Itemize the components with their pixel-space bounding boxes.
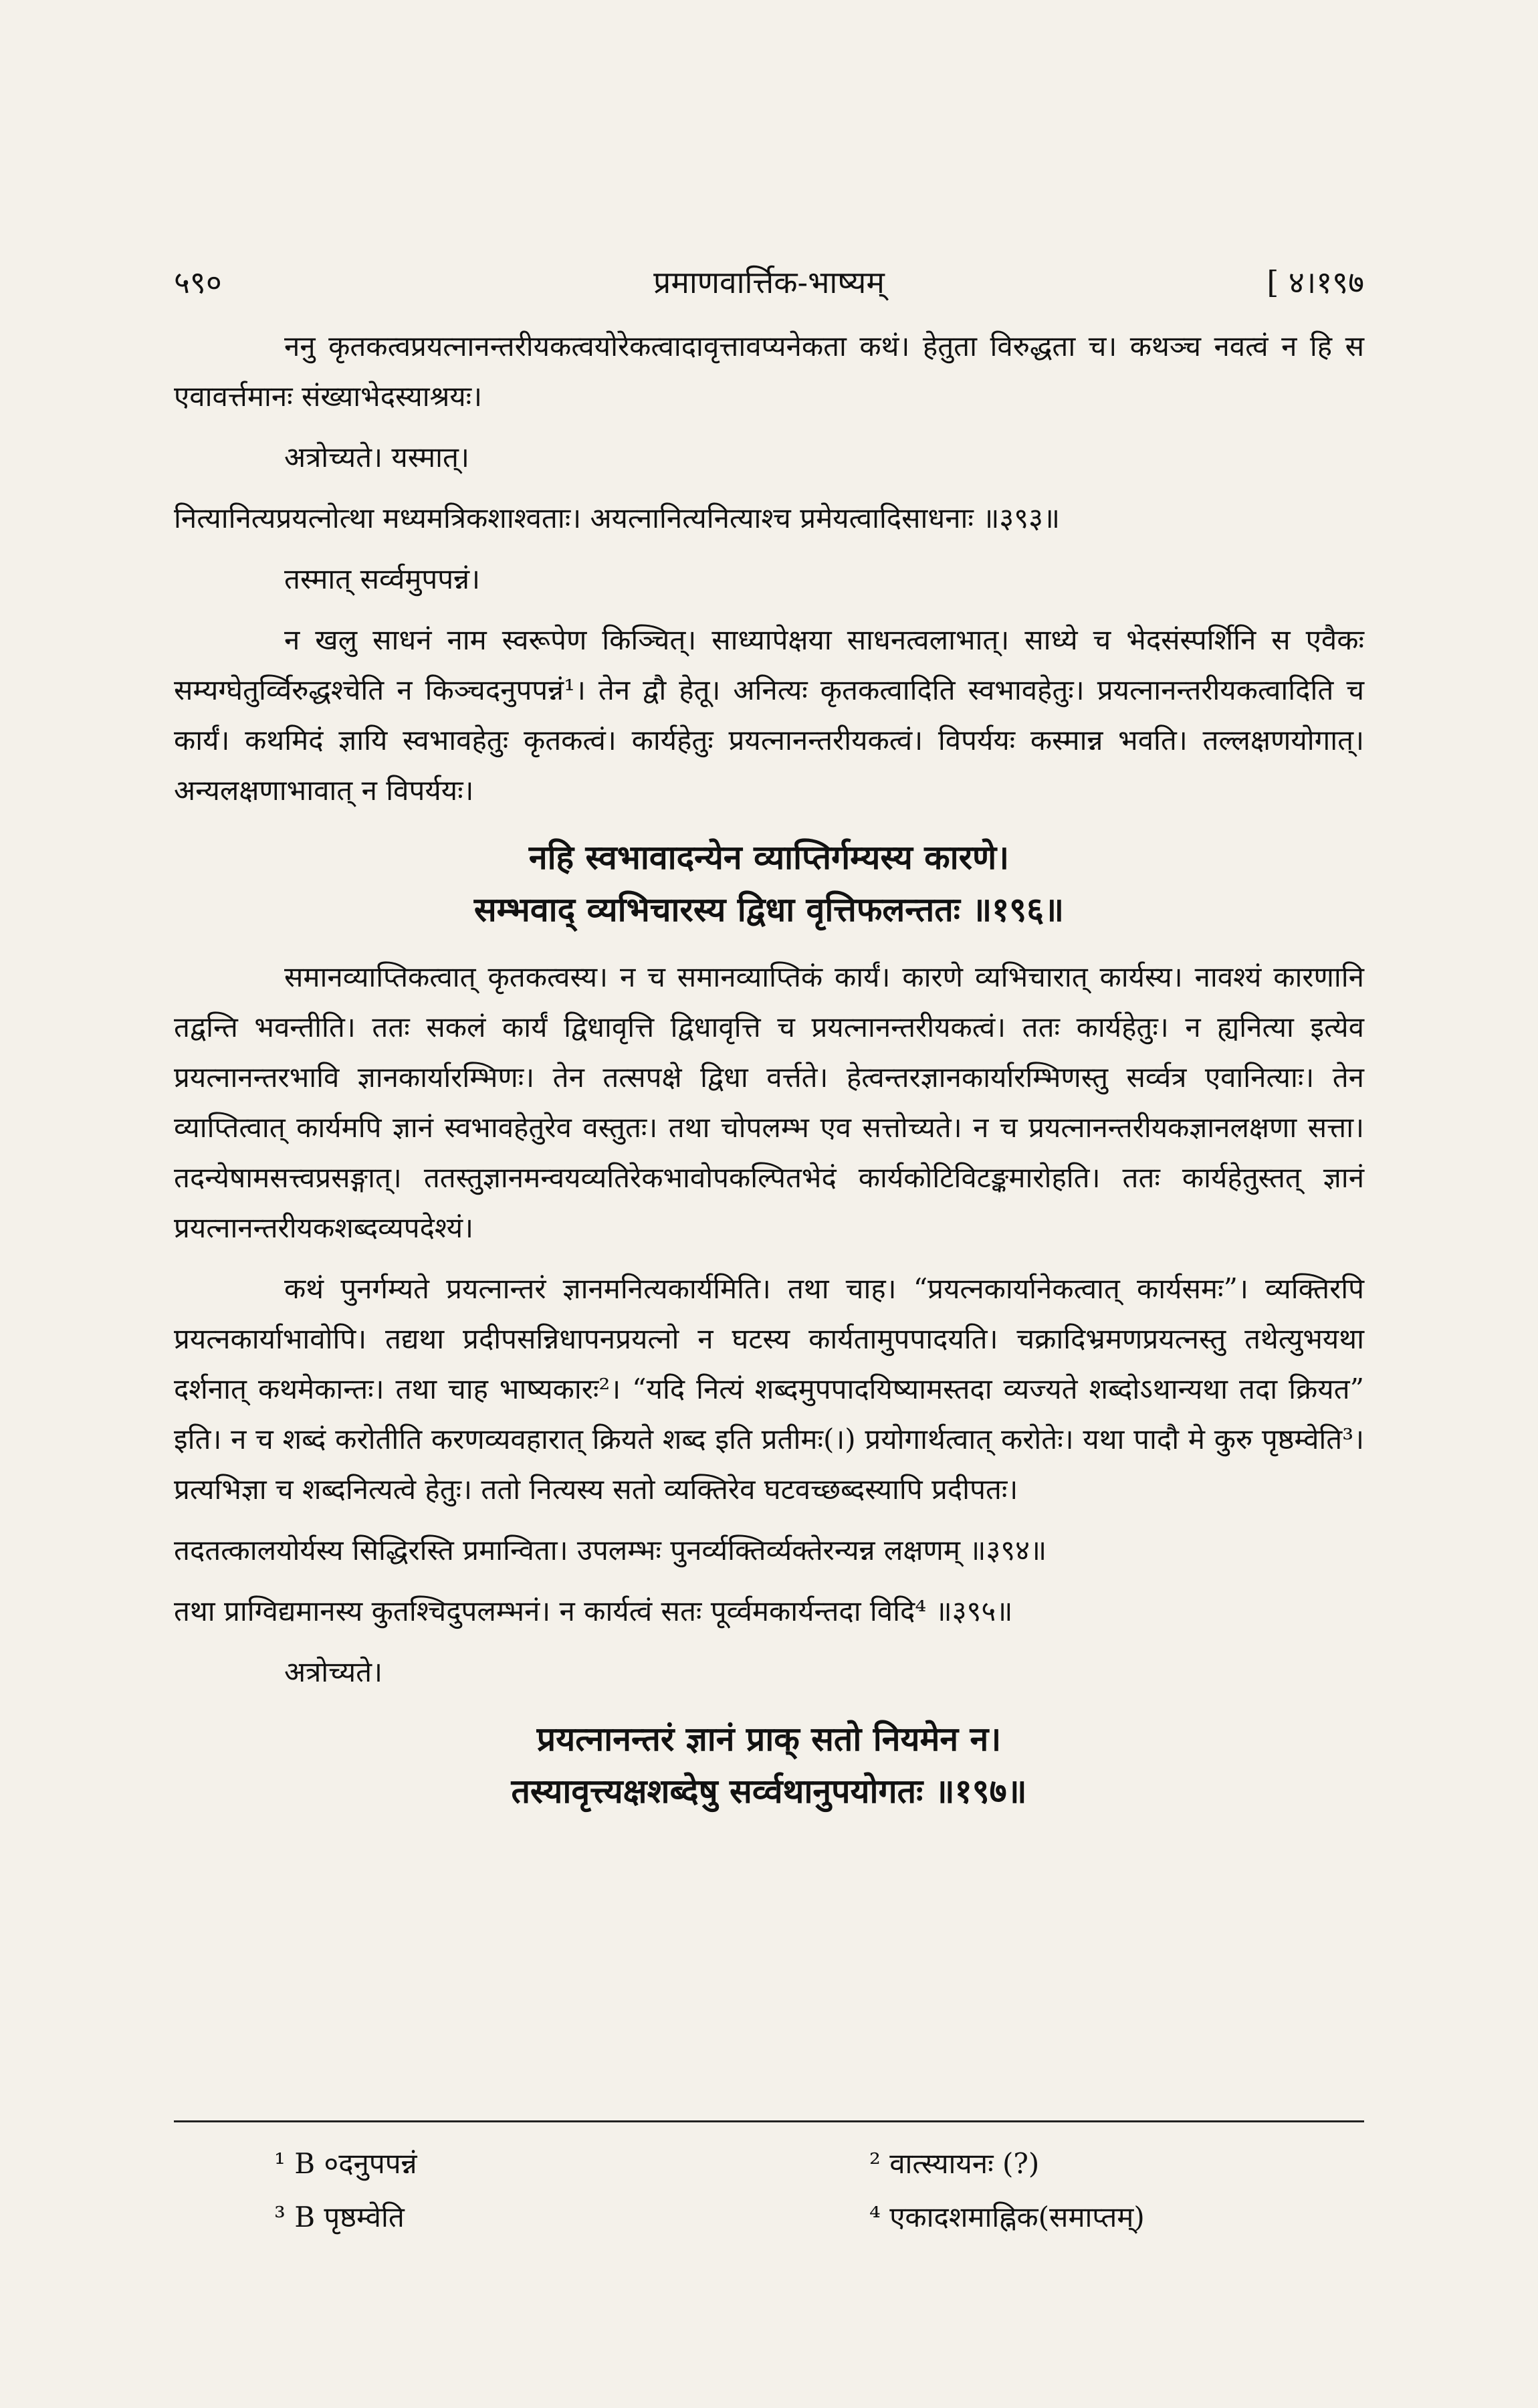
verse-393: नित्यानित्यप्रयत्नोत्था मध्यमत्रिकशाश्वताः। अयत्नानित्यनित्याश्च प्रमेयत्वादिसाधनाः ॥३९३॥ — [174, 502, 1061, 534]
karika-197-line-1: प्रयत्नानन्तरं ज्ञानं प्राक् सतो नियमेन न। — [536, 1719, 1002, 1759]
section-reference: [ ४।१९७ — [1267, 264, 1364, 300]
karika-196-line-1: नहि स्वभावादन्येन व्याप्तिर्गम्यस्य कारणे। — [528, 837, 1010, 877]
paragraph-objection: ननु कृतकत्वप्रयत्नानन्तरीयकत्वयोरेकत्वादावृत्तावप्यनेकता कथं। हेतुता विरुद्धता च। कथञ्च नवत्वं न हि स एवावर्त्तमानः संख्याभेदस्याश्रयः। — [174, 330, 1364, 413]
footnotes — [174, 2137, 1364, 2244]
paragraph-conclusion: तस्मात् सर्व्वमुपपन्नं। — [284, 563, 480, 595]
main-text — [174, 321, 1364, 1833]
page-header — [174, 254, 1364, 314]
footnote-row — [174, 2137, 1364, 2191]
running-title: प्रमाणवार्त्तिक-भाष्यम् — [653, 264, 885, 300]
paragraph-reply-intro-2: अत्रोच्यते। — [284, 1656, 383, 1688]
paragraph-commentary-2: समानव्याप्तिकत्वात् कृतकत्वस्य। न च समानव्याप्तिकं कार्यं। कारणे व्यभिचारात् कार्यस्य। नावश्यं कारणानि तद्वन्ति भवन्तीति। ततः सकलं कार्यं द्विधावृत्ति द्विधावृत्ति च प्रयत्नानन्तरीयकत्वं। ततः कार्यहेतुः। न ह्यनित्या इत्येव प्रयत्नानन्तरभावि ज्ञानकार्यारम्भिणः। तेन तत्सपक्षे द्विधा वर्त्तते। हेत्वन्तरज्ञानकार्यारम्भिणस्तु सर्व्वत्र एवानित्याः। तेन व्याप्तित्वात् कार्यमपि ज्ञानं स्वभावहेतुरेव वस्तुतः। तथा चोपलम्भ एव सत्तोच्यते। न च प्रयत्नानन्तरीयकज्ञानलक्षणा सत्ता। तदन्येषामसत्त्वप्रसङ्गात्। ततस्तुज्ञानमन्वयव्यतिरेकभावोपकल्पितभेदं कार्यकोटिविटङ्कमारोहति। ततः कार्यहेतुस्तत् ज्ञानं प्रयत्नानन्तरीयकशब्दव्यपदेश्यं। — [174, 961, 1364, 1244]
footnote-4: ⁴ एकादशमाह्निक(समाप्तम्) — [869, 2201, 1145, 2233]
karika-196 — [174, 831, 1364, 936]
paragraph-commentary-1: न खलु साधनं नाम स्वरूपेण किञ्चित्। साध्यापेक्षया साधनत्वलाभात्। साध्ये च भेदसंस्पर्शिनि स एवैकः सम्यग्घेतुर्व्विरुद्धश्चेति न किञ्चदनुपपन्नं¹। तेन द्वौ हेतू। अनित्यः कृतकत्वादिति स्वभावहेतुः। प्रयत्नानन्तरीयकत्वादिति च कार्यं। कथमिदं ज्ञायि स्वभावहेतुः कृतकत्वं। कार्यहेतुः प्रयत्नानन्तरीयकत्वं। विपर्ययः कस्मान्न भवति। तल्लक्षणयोगात्। अन्यलक्षणाभावात् न विपर्ययः। — [174, 623, 1364, 807]
footnote-row — [174, 2191, 1364, 2244]
karika-196-line-2: सम्भवाद् व्यभिचारस्य द्विधा वृत्तिफलन्ततः ॥१९६॥ — [473, 890, 1065, 929]
verse-394: तदतत्कालयोर्यस्य सिद्धिरस्ति प्रमान्विता। उपलम्भः पुनर्व्यक्तिर्व्यक्तेरन्यन्न लक्षणम् ॥३९४॥ — [174, 1534, 1047, 1567]
footnote-divider — [174, 2120, 1364, 2122]
footnote-3: ³ B पृष्ठम्वेति — [274, 2201, 405, 2233]
paragraph-reply-intro: अत्रोच्यते। यस्मात्। — [284, 441, 469, 474]
paragraph-commentary-3: कथं पुनर्गम्यते प्रयत्नान्तरं ज्ञानमनित्यकार्यमिति। तथा चाह। “प्रयत्नकार्यानेकत्वात् कार्यसमः”। व्यक्तिरपि प्रयत्नकार्याभावोपि। तद्यथा प्रदीपसन्निधापनप्रयत्नो न घटस्य कार्यतामुपपादयति। चक्रादिभ्रमणप्रयत्नस्तु तथेत्युभयथा दर्शनात् कथमेकान्तः। तथा चाह भाष्यकारः²। “यदि नित्यं शब्दमुपपादयिष्यामस्तदा व्यज्यते शब्दोऽथान्यथा तदा क्रियत” इति। न च शब्दं करोतीति करणव्यवहारात् क्रियते शब्द इति प्रतीमः(।) प्रयोगार्थत्वात् करोतेः। यथा पादौ मे कुरु पृष्ठम्वेति³। प्रत्यभिज्ञा च शब्दनित्यत्वे हेतुः। ततो नित्यस्य सतो व्यक्तिरेव घटवच्छब्दस्यापि प्रदीपतः। — [174, 1272, 1364, 1506]
karika-197-line-2: तस्यावृत्त्यक्षशब्देषु सर्व्वथानुपयोगतः ॥१९७॥ — [511, 1771, 1027, 1811]
footnote-1: ¹ B ०दनुपपन्नं — [274, 2147, 417, 2180]
page-number: ५९० — [174, 264, 222, 300]
footnote-2: ² वात्स्यायनः (?) — [869, 2147, 1040, 2180]
verse-395: तथा प्राग्विद्यमानस्य कुतश्चिदुपलम्भनं। न कार्यत्वं सतः पूर्व्वमकार्यन्तदा विदि⁴ ॥३९५॥ — [174, 1595, 1013, 1627]
karika-197 — [174, 1713, 1364, 1817]
